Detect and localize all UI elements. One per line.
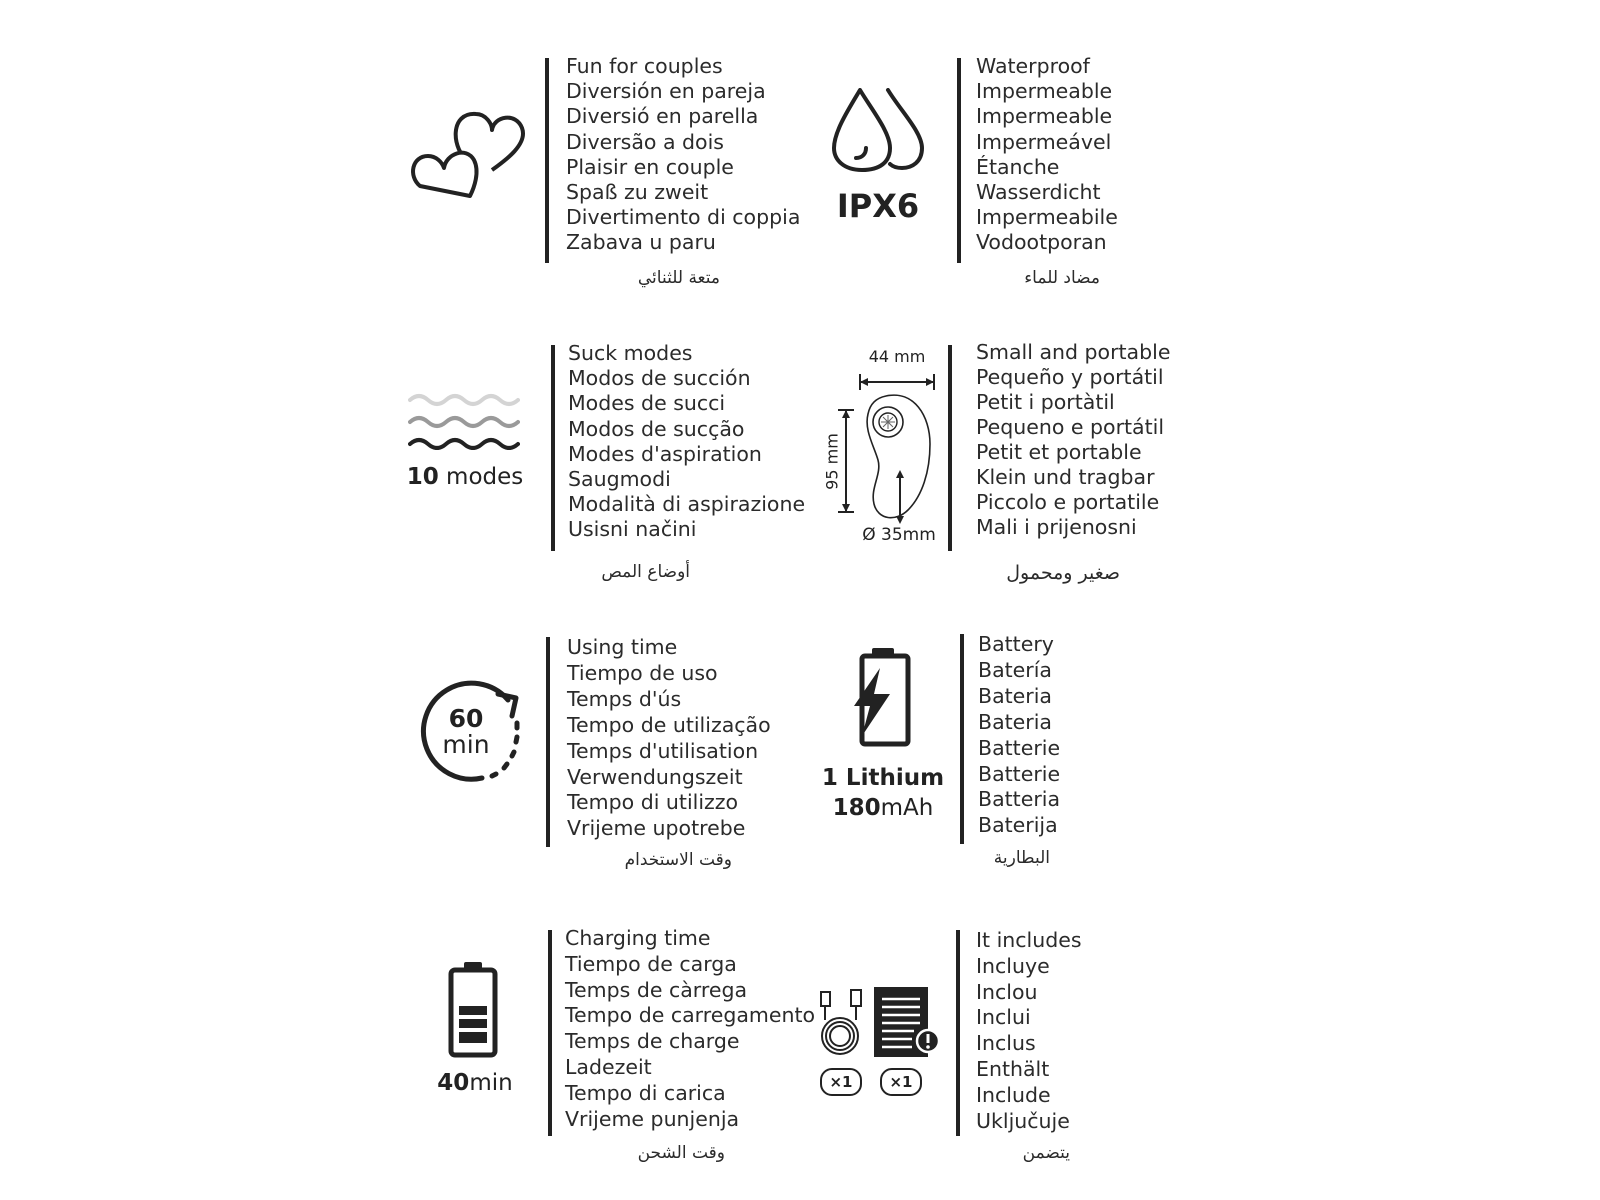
translation-list [976, 54, 1118, 256]
translation-list [567, 635, 771, 842]
translation: Impermeável [976, 129, 1112, 154]
translation: Baterija [978, 813, 1058, 838]
translation: Tempo de carregamento [565, 1003, 816, 1028]
translation: Petit i portàtil [976, 390, 1115, 414]
arabic-translation: صغير ومحمول [1006, 562, 1120, 584]
charging-unit: min [469, 1070, 513, 1096]
translation: Ladezeit [565, 1054, 652, 1079]
translation: Vrijeme upotrebe [567, 816, 746, 841]
battery-capacity-number: 180 [832, 795, 881, 821]
divider [956, 930, 960, 1136]
battery-type: 1 Lithium [821, 765, 945, 791]
translation: Modos de sucção [568, 416, 745, 441]
manual-count: ×1 [880, 1068, 922, 1096]
translation: Vodootporan [976, 230, 1107, 255]
translation: Impermeable [976, 104, 1113, 129]
translation: Impermeabile [976, 205, 1118, 230]
translation: Batterie [978, 761, 1061, 786]
translation: Inclou [976, 979, 1038, 1004]
translation: Saugmodi [568, 467, 671, 492]
translation: Enthält [976, 1056, 1050, 1081]
modes-unit: modes [438, 464, 524, 490]
translation: Usisni načini [568, 517, 697, 542]
translation: Spaß zu zweit [566, 180, 709, 205]
translation: Divertimento di coppia [566, 205, 801, 230]
timer-number: 60 [448, 704, 484, 733]
battery-bolt-icon [850, 646, 920, 748]
translation: Batterie [978, 735, 1061, 760]
arabic-translation: أوضاع المص [601, 562, 690, 582]
arabic-translation: متعة للثنائي [637, 268, 720, 288]
translation: Wasserdicht [976, 180, 1101, 205]
two-hearts-icon [410, 104, 528, 202]
divider [948, 345, 952, 551]
translation: Plaisir en couple [566, 154, 734, 179]
water-drops-icon [830, 88, 930, 172]
translation: Modalità di aspirazione [568, 492, 806, 517]
translation: Tiempo de carga [565, 951, 737, 976]
translation: Pequeño y portátil [976, 365, 1164, 389]
translation: Suck modes [568, 341, 693, 365]
translation: Tempo di utilizzo [567, 790, 739, 815]
translation: Vrijeme punjenja [565, 1106, 740, 1131]
translation: Batteria [978, 787, 1060, 812]
divider [960, 634, 964, 844]
translation: Inclui [976, 1005, 1031, 1030]
translation: Petit et portable [976, 440, 1142, 464]
usb-cable-icon [818, 988, 868, 1058]
ipx-rating: IPX6 [836, 187, 920, 225]
translation: Tiempo de uso [567, 660, 718, 685]
translation: Étanche [976, 154, 1060, 179]
translation: Temps de càrrega [565, 977, 748, 1002]
translation: Incluye [976, 953, 1050, 978]
diameter-dimension: Ø 35mm [862, 525, 936, 545]
charging-caption [420, 1070, 530, 1096]
width-dimension: 44 mm [868, 347, 926, 366]
translation: Zabava u paru [566, 230, 716, 255]
arabic-translation: يتضمن [1022, 1143, 1070, 1163]
arabic-translation: وقت الشحن [637, 1143, 725, 1163]
divider [551, 345, 555, 551]
translation-list [976, 340, 1170, 540]
translation: Batería [978, 657, 1052, 682]
battery-capacity [818, 795, 948, 821]
translation: Mali i prijenosni [976, 515, 1137, 539]
translation: Piccolo e portatile [976, 490, 1160, 514]
translation: Temps d'utilisation [567, 738, 759, 763]
translation: Klein und tragbar [976, 465, 1155, 489]
translation-list [565, 926, 815, 1132]
arabic-translation: وقت الاستخدام [624, 850, 732, 870]
translation: Impermeable [976, 79, 1113, 104]
arabic-translation: مضاد للماء [1024, 268, 1100, 288]
arabic-translation: البطارية [993, 848, 1050, 868]
translation: Modes d'aspiration [568, 441, 762, 466]
translation: Modes de succi [568, 391, 726, 416]
translation: Temps de charge [565, 1029, 740, 1054]
divider [546, 637, 550, 847]
translation: Tempo de utilização [567, 712, 771, 737]
battery-charging-icon [448, 960, 498, 1058]
translation: Bateria [978, 683, 1052, 708]
cable-count: ×1 [820, 1068, 862, 1096]
modes-caption [405, 464, 525, 490]
manual-icon [872, 985, 942, 1061]
translation: Charging time [565, 926, 711, 950]
battery-capacity-unit: mAh [880, 795, 934, 821]
translation: Inclus [976, 1031, 1036, 1056]
divider [548, 930, 552, 1136]
modes-count: 10 [406, 464, 439, 490]
timer-unit: min [442, 730, 490, 759]
translation: Tempo di carica [565, 1080, 726, 1105]
translation-list [568, 341, 805, 543]
translation: It includes [976, 928, 1082, 952]
translation: Include [976, 1082, 1051, 1107]
translation-list [976, 928, 1082, 1134]
translation: Diversió en parella [566, 104, 759, 129]
translation: Temps d'ús [567, 686, 682, 711]
translation: Using time [567, 635, 678, 659]
waves-icon [408, 390, 520, 450]
translation: Verwendungszeit [567, 764, 743, 789]
divider [957, 58, 961, 263]
translation: Waterproof [976, 54, 1090, 78]
translation: Bateria [978, 709, 1052, 734]
translation: Diversão a dois [566, 129, 724, 154]
charging-number: 40 [437, 1070, 470, 1096]
translation: Diversión en pareja [566, 79, 766, 104]
translation: Fun for couples [566, 54, 723, 78]
translation-list [566, 54, 800, 256]
translation: Modos de succión [568, 366, 751, 391]
translation: Uključuje [976, 1108, 1070, 1133]
translation: Small and portable [976, 340, 1171, 364]
translation: Battery [978, 632, 1054, 656]
translation: Pequeno e portátil [976, 415, 1165, 439]
translation-list [978, 632, 1060, 839]
height-dimension: 95 mm [822, 433, 842, 490]
divider [545, 58, 549, 263]
